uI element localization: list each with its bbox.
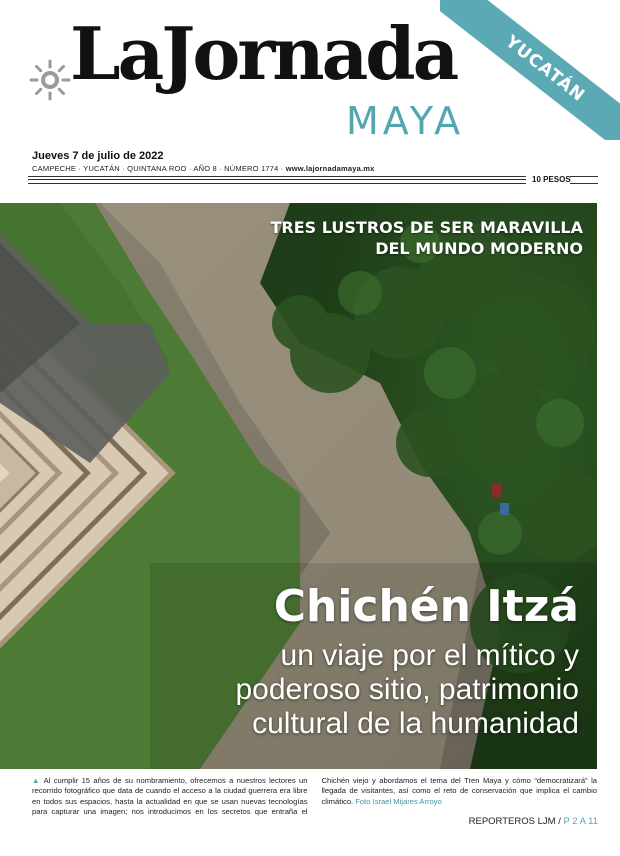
edition-name: MAYA [346, 99, 465, 143]
cover-subhead: un viaje por el mítico y poderoso sitio, patrimonio cultural de la humanidad [235, 639, 579, 740]
cover-kicker: TRES LUSTROS DE SER MARAVILLA DEL MUNDO MODERNO [270, 218, 583, 258]
header-rule-right [570, 176, 598, 184]
cover-headline[interactable]: Chichén Itzá [273, 581, 579, 632]
photo-credit: Foto Israel Mijares Arroyo [355, 796, 442, 806]
photo-caption [32, 776, 597, 818]
page-reference[interactable] [469, 816, 598, 827]
issue-date: Jueves 7 de julio de 2022 [32, 150, 164, 162]
region-ribbon-label: YUCATÁN [440, 0, 620, 140]
issue-meta [32, 164, 375, 173]
issue-meta-text: CAMPECHE · YUCATÁN · QUINTANA ROO · AÑO 8 · NÚMERO 1774 · [32, 164, 284, 173]
sun-logo-icon [28, 58, 72, 102]
header-rule [28, 176, 526, 184]
price-label: 10 PESOS [532, 175, 571, 184]
triangle-bullet-icon: ▲ [32, 776, 41, 785]
website-link[interactable]: www.lajornadamaya.mx [285, 164, 375, 173]
region-ribbon [440, 0, 620, 140]
cover-photo [0, 203, 597, 769]
section-label: REPORTEROS LJM / [468, 816, 561, 827]
caption-text: Al cumplir 15 años de su nombramiento, ofrecemos a nuestros lectores un recorrido fotográfico que data de cuando el acceso a la ciudad guerrera era libre en todos sus espacios, hasta la actualidad en que se usan nuevas tecnologías para capturar una imagen; nos introducimos en los secretos que entraña el Chichén viejo y abordamos el tema del Tren Maya y cómo “democratizará” la llegada de visitantes, así como el reto de conservación que implica el cambio climático. [32, 776, 597, 817]
newspaper-logo[interactable]: LaJornada [70, 11, 457, 96]
page-range: P 2 A 11 [563, 816, 598, 827]
